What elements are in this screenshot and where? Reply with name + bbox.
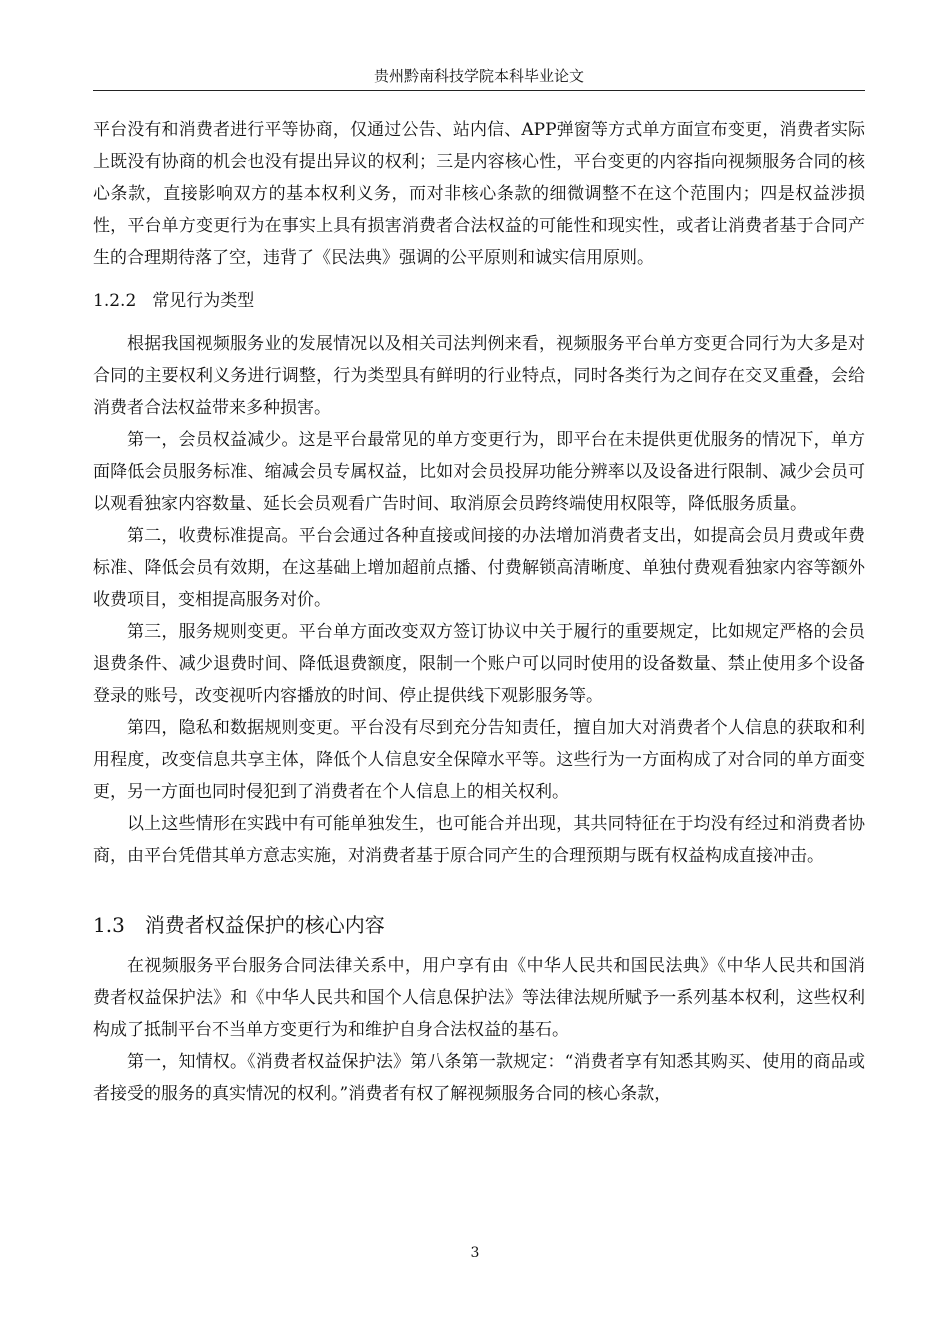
- document-body: [93, 114, 865, 1110]
- body-paragraph: 根据我国视频服务业的发展情况以及相关司法判例来看，视频服务平台单方变更合同行为大多是对合同的主要权利义务进行调整，行为类型具有鲜明的行业特点，同时各类行为之间存在交叉重叠，会给消费者合法权益带来多种损害。: [93, 334, 865, 418]
- section-title: 常见行为类型: [152, 291, 255, 311]
- body-paragraph: 第一，会员权益减少。这是平台最常见的单方变更行为，即平台在未提供更优服务的情况下，单方面降低会员服务标准、缩减会员专属权益，比如对会员投屏功能分辨率以及设备进行限制、减少会员可以观看独家内容数量、延长会员观看广告时间、取消原会员跨终端使用权限等，降低服务质量。: [93, 430, 865, 514]
- section-number: 1.3: [93, 913, 125, 937]
- body-paragraph: 第三，服务规则变更。平台单方面改变双方签订协议中关于履行的重要规定，比如规定严格的会员退费条件、减少退费时间、降低退费额度，限制一个账户可以同时使用的设备数量、禁止使用多个设备登录的账号，改变视听内容播放的时间、停止提供线下观影服务等。: [93, 622, 865, 706]
- body-paragraph: 第二，收费标准提高。平台会通过各种直接或间接的办法增加消费者支出，如提高会员月费或年费标准、降低会员有效期，在这基础上增加超前点播、付费解锁高清晰度、单独付费观看独家内容等额外收费项目，变相提高服务对价。: [93, 526, 865, 610]
- section-title: 消费者权益保护的核心内容: [144, 913, 385, 937]
- page-header-title: 贵州黔南科技学院本科毕业论文: [373, 67, 584, 85]
- section-number: 1.2.2: [93, 291, 137, 311]
- header-divider: [93, 90, 865, 91]
- body-paragraph: 平台没有和消费者进行平等协商，仅通过公告、站内信、APP弹窗等方式单方面宣布变更，消费者实际上既没有协商的机会也没有提出异议的权利；三是内容核心性，平台变更的内容指向视频服务合同的核心条款，直接影响双方的基本权利义务，而对非核心条款的细微调整不在这个范围内；四是权益涉损性，平台单方变更行为在事实上具有损害消费者合法权益的可能性和现实性，或者让消费者基于合同产生的合理期待落了空，违背了《民法典》强调的公平原则和诚实信用原则。: [93, 120, 865, 268]
- body-paragraph: 第四，隐私和数据规则变更。平台没有尽到充分告知责任，擅自加大对消费者个人信息的获取和利用程度，改变信息共享主体，降低个人信息安全保障水平等。这些行为一方面构成了对合同的单方面变更，另一方面也同时侵犯到了消费者在个人信息上的相关权利。: [93, 718, 865, 802]
- body-paragraph: 在视频服务平台服务合同法律关系中，用户享有由《中华人民共和国民法典》《中华人民共和国消费者权益保护法》和《中华人民共和国个人信息保护法》等法律法规所赋予一系列基本权利，这些权利构成了抵制平台不当单方变更行为和维护自身合法权益的基石。: [93, 956, 865, 1040]
- section-heading-1-2-2: [93, 287, 865, 315]
- section-heading-1-3: [93, 908, 865, 942]
- body-paragraph: 第一，知情权。《消费者权益保护法》第八条第一款规定：“消费者享有知悉其购买、使用的商品或者接受的服务的真实情况的权利。”消费者有权了解视频服务合同的核心条款，: [93, 1052, 865, 1104]
- page-number: 3: [470, 1245, 480, 1261]
- body-paragraph: 以上这些情形在实践中有可能单独发生，也可能合并出现，其共同特征在于均没有经过和消费者协商，由平台凭借其单方意志实施，对消费者基于原合同产生的合理预期与既有权益构成直接冲击。: [93, 814, 865, 866]
